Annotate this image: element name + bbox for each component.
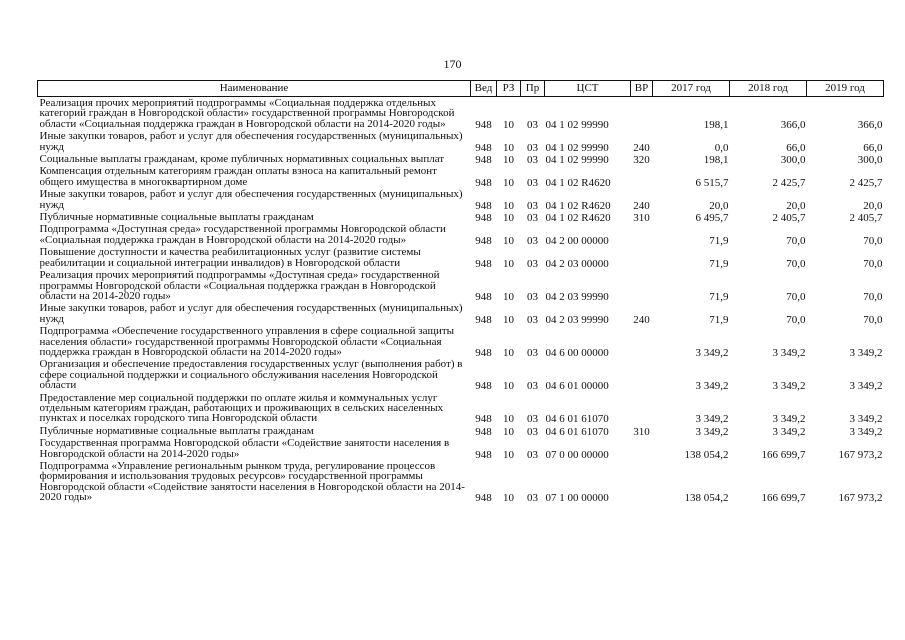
row-value-2019: 3 349,2 [849,425,883,438]
table-row [38,358,884,391]
row-rz: 10 [503,118,514,131]
row-name: Компенсация отдельным категориям граждан оплаты взноса на капитальный ремонт общего имущества в многоквартирном доме [39,165,437,188]
col-header-2017: 2017 год [653,81,730,97]
row-cst: 04 6 01 00000 [545,380,609,393]
row-vr: 240 [633,199,650,212]
row-vr [631,165,653,188]
row-value-2017: 138 054,2 [684,492,729,505]
row-name: Подпрограмма «Доступная среда» государственной программы Новгородской области «Социальная поддержка граждан в Новгородской области на 2014-2020 годы» [39,223,446,246]
row-ved: 948 [475,199,492,212]
row-ved: 948 [475,380,492,393]
row-value-2019: 66,0 [863,141,883,154]
row-vr [631,246,653,269]
row-cst: 04 2 03 99990 [545,290,609,303]
table-row [38,153,884,165]
row-value-2019: 3 349,2 [849,346,883,359]
row-value-2017: 3 349,2 [695,346,729,359]
row-value-2019: 70,0 [863,234,883,247]
row-value-2019: 167 973,2 [838,448,883,461]
row-value-2017: 6 515,7 [695,176,729,189]
row-value-2018: 2 425,7 [772,176,806,189]
table-row [38,188,884,211]
row-pr: 03 [527,448,538,461]
header-row [38,81,884,97]
row-value-2017: 3 349,2 [695,413,729,426]
row-value-2018: 166 699,7 [761,492,806,505]
row-rz: 10 [503,425,514,438]
row-value-2019: 70,0 [863,313,883,326]
row-rz: 10 [503,234,514,247]
row-value-2018: 3 349,2 [772,346,806,359]
row-name: Социальные выплаты гражданам, кроме публичных нормативных социальных выплат [39,153,445,166]
row-cst: 04 1 02 R4620 [545,199,611,212]
row-vr: 320 [633,154,650,167]
row-value-2019: 70,0 [863,257,883,270]
row-cst: 04 2 03 99990 [545,313,609,326]
row-pr: 03 [527,290,538,303]
row-value-2019: 20,0 [863,199,883,212]
row-name: Организация и обеспечение предоставления государственных услуг (выполнения работ) в сфере социальной поддержки и социального обслуживания населения Новгородской области [39,358,463,392]
row-value-2017: 3 349,2 [695,380,729,393]
row-cst: 04 1 02 R4620 [545,212,611,225]
row-cst: 04 6 00 00000 [545,346,609,359]
row-rz: 10 [503,492,514,505]
row-ved: 948 [475,234,492,247]
row-ved: 948 [475,346,492,359]
budget-table [37,80,884,504]
row-value-2017: 198,1 [703,154,729,167]
row-value-2018: 3 349,2 [772,380,806,393]
table-row [38,302,884,325]
row-cst: 04 1 02 R4620 [545,176,611,189]
row-vr [631,97,653,131]
row-cst: 04 1 02 99990 [545,141,609,154]
row-vr [631,437,653,460]
page-number: 170 [443,57,462,71]
col-header-ved: Вед [471,81,497,97]
col-header-2018: 2018 год [730,81,807,97]
table-row [38,269,884,302]
row-pr: 03 [527,234,538,247]
row-pr: 03 [527,380,538,393]
row-rz: 10 [503,448,514,461]
row-value-2018: 70,0 [786,290,806,303]
table-row [38,165,884,188]
row-cst: 07 0 00 00000 [545,448,609,461]
row-rz: 10 [503,199,514,212]
col-header-vr: ВР [631,81,653,97]
row-name: Подпрограмма «Управление региональным рынком труда, регулирование процессов формирования и использования трудовых ресурсов» государственной программы Новгородской области «Содействие занятости населения в Новгородской области на 2014-2020 годы» [39,460,465,504]
row-value-2018: 70,0 [786,313,806,326]
row-name: Реализация прочих мероприятий подпрограммы «Доступная среда» государственной программы Новгородской области «Социальная поддержка граждан в Новгородской области на 2014-2020 годы» [39,269,440,302]
row-pr: 03 [527,154,538,167]
row-vr [631,460,653,504]
row-ved: 948 [475,212,492,225]
col-header-2019: 2019 год [807,81,884,97]
row-name: Иные закупки товаров, работ и услуг для обеспечения государственных (муниципальных) нужд [39,130,463,153]
row-pr: 03 [527,346,538,359]
row-rz: 10 [503,154,514,167]
row-rz: 10 [503,380,514,393]
row-cst: 04 6 01 61070 [545,425,609,438]
row-value-2019: 300,0 [857,154,883,167]
col-header-pr: Пр [521,81,545,97]
row-pr: 03 [527,199,538,212]
row-vr: 310 [633,212,650,225]
row-name: Подпрограмма «Обеспечение государственного управления в сфере социальной защиты населения области» государственной программы Новгородской области «Социальная поддержка граждан в Новгородской области на 2014-2020 годы» [39,325,455,358]
row-vr [631,223,653,246]
row-vr [631,325,653,358]
row-pr: 03 [527,212,538,225]
row-name: Реализация прочих мероприятий подпрограммы «Социальная поддержка отдельных категорий граждан в Новгородской области» государственной программы Новгородской области «Социальная поддержка граждан в Новгородской области на 2014-2020 годы» [39,97,455,130]
row-value-2017: 71,9 [709,290,729,303]
row-ved: 948 [475,176,492,189]
row-value-2017: 71,9 [709,313,729,326]
table-row [38,460,884,504]
row-vr [631,269,653,302]
row-value-2017: 71,9 [709,234,729,247]
row-vr: 310 [633,425,650,438]
row-value-2018: 300,0 [780,154,806,167]
row-cst: 04 1 02 99990 [545,154,609,167]
row-vr [631,358,653,391]
row-value-2018: 66,0 [786,141,806,154]
row-value-2018: 20,0 [786,199,806,212]
row-value-2018: 70,0 [786,257,806,270]
row-value-2018: 166 699,7 [761,448,806,461]
table-body [38,97,884,504]
row-name: Иные закупки товаров, работ и услуг для обеспечения государственных (муниципальных) нужд [39,302,463,325]
table-row [38,130,884,153]
row-rz: 10 [503,257,514,270]
table-row [38,223,884,246]
row-ved: 948 [475,154,492,167]
table-row [38,425,884,437]
col-header-cst: ЦСТ [545,81,631,97]
row-rz: 10 [503,346,514,359]
row-rz: 10 [503,413,514,426]
row-rz: 10 [503,212,514,225]
col-header-name: Наименование [38,81,471,97]
row-pr: 03 [527,118,538,131]
row-pr: 03 [527,492,538,505]
row-pr: 03 [527,425,538,438]
table-row [38,325,884,358]
row-value-2019: 3 349,2 [849,380,883,393]
table-row [38,392,884,425]
row-value-2017: 138 054,2 [684,448,729,461]
row-pr: 03 [527,176,538,189]
row-rz: 10 [503,141,514,154]
row-value-2017: 0,0 [714,141,729,154]
row-cst: 04 6 01 61070 [545,413,609,426]
row-name: Повышение доступности и качества реабилитационных услуг (развитие системы реабилитации и социальной интеграции инвалидов) в Новгородской области [39,246,421,269]
row-name: Предоставление мер социальной поддержки по оплате жилья и коммунальных услуг отдельным категориям граждан, работающих и проживающих в сельских населенных пунктах и поселках городского типа Новгородской области [39,391,444,425]
row-ved: 948 [475,313,492,326]
row-cst: 04 1 02 99990 [545,118,609,131]
row-vr: 240 [633,313,650,326]
row-rz: 10 [503,176,514,189]
col-header-rz: РЗ [497,81,521,97]
table-row [38,246,884,269]
row-value-2019: 366,0 [857,118,883,131]
row-cst: 04 2 03 00000 [545,257,609,270]
row-ved: 948 [475,425,492,438]
row-rz: 10 [503,290,514,303]
row-name: Публичные нормативные социальные выплаты гражданам [39,211,314,224]
row-name: Публичные нормативные социальные выплаты гражданам [39,424,314,437]
row-ved: 948 [475,257,492,270]
row-value-2017: 71,9 [709,257,729,270]
table-row [38,211,884,223]
row-vr: 240 [633,141,650,154]
row-value-2018: 366,0 [780,118,806,131]
row-ved: 948 [475,290,492,303]
row-value-2017: 198,1 [703,118,729,131]
row-value-2018: 70,0 [786,234,806,247]
row-pr: 03 [527,413,538,426]
row-value-2019: 70,0 [863,290,883,303]
table-row [38,97,884,131]
row-vr [631,392,653,425]
row-rz: 10 [503,313,514,326]
row-value-2019: 2 405,7 [849,212,883,225]
table-row [38,437,884,460]
row-value-2018: 2 405,7 [772,212,806,225]
table-header [38,81,884,97]
row-cst: 07 1 00 00000 [545,492,609,505]
row-value-2017: 20,0 [709,199,729,212]
row-value-2019: 167 973,2 [838,492,883,505]
row-value-2017: 6 495,7 [695,212,729,225]
row-value-2018: 3 349,2 [772,425,806,438]
row-value-2019: 2 425,7 [849,176,883,189]
row-ved: 948 [475,492,492,505]
row-name: Государственная программа Новгородской области «Содействие занятости населения в Новгородской области на 2014-2020 годы» [39,437,450,460]
row-ved: 948 [475,448,492,461]
row-ved: 948 [475,141,492,154]
row-ved: 948 [475,413,492,426]
row-name: Иные закупки товаров, работ и услуг для обеспечения государственных (муниципальных) нужд [39,188,463,211]
row-pr: 03 [527,141,538,154]
row-value-2018: 3 349,2 [772,413,806,426]
row-pr: 03 [527,313,538,326]
row-ved: 948 [475,118,492,131]
row-pr: 03 [527,257,538,270]
row-value-2019: 3 349,2 [849,413,883,426]
row-cst: 04 2 00 00000 [545,234,609,247]
row-value-2017: 3 349,2 [695,425,729,438]
